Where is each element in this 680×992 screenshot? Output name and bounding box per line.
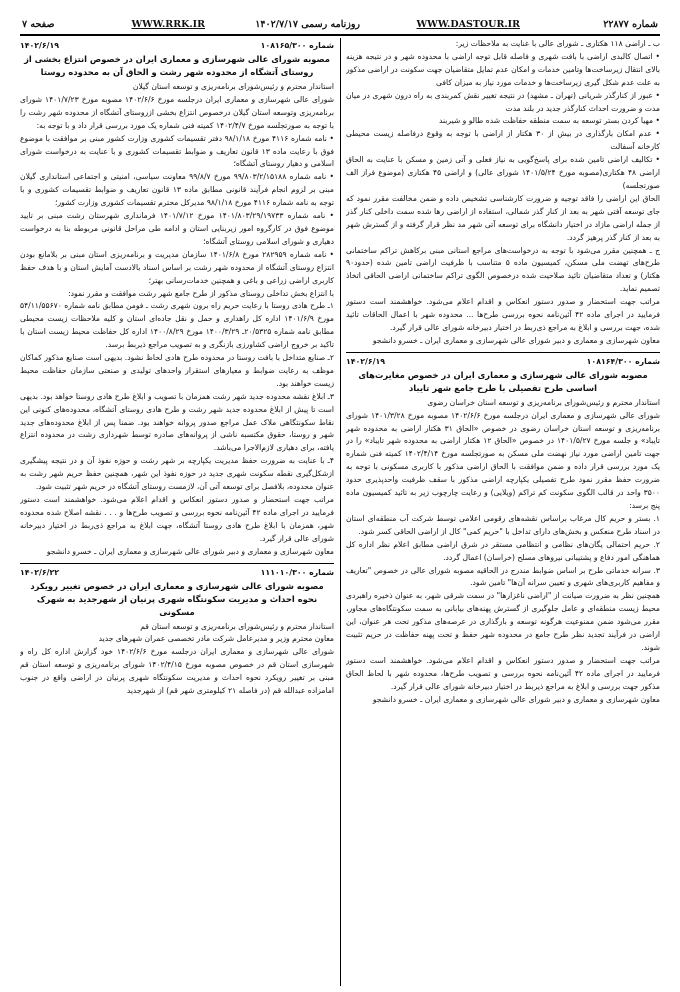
bullet: • نامه شماره ۹۹/۸۰۳/۲/۱۵۱۸۸ مورخ ۹۹/۸/۷ معاونت سیاسی، امنیتی و اجتماعی استانداری گیلان مبنی بر لزوم انجام فرآیند قانونی مطابق ماده ۱۳ قانون تعاریف و ضوابط تقسیمات کشوری و با توجه به نامه شماره ۴۱۱۶ مورخ ۹۸/۱/۱۸ مدیرکل محترم تقسیمات کشوری وزارت کشور؛ bbox=[20, 172, 334, 208]
section-b-intro: ب ـ اراضی ۱۱۸ هکتاری ـ شورای عالی با عنایت به ملاحظات زیر: bbox=[455, 39, 660, 48]
paragraph: ج ـ همچنین مقرر می‌شود با توجه به درخواست‌های مراجع استانی مبنی برکاهش تراکم ساختمانی طرح‌های تهضت ملی مسکن، کمیسیون ماده ۵ متناسب با ظرفیت اراضی تامین شده (حدود۹۰ هکتار) و تعداد متقاضیان تائید صلاحیت شده درخصوص الگوی تراکم ساختمانی اراضی الحاقی اتخاذ تصمیم نماید. bbox=[346, 245, 660, 294]
paragraph: الحاق این اراضی را فاقد توجیه و ضرورت کارشناسی تشخیص داده و ضمن مخالفت مقرر نمود که جای توسعه آفتی شهر به بعد از کنار گذر شمالی، استفاده از اراضی رها شده سمت داخلی کنار گذر از جمله اراضی مازاد در اختیار دانشگاه برای توسعه آتی شهر مد نظر قرار گرفته و از گسترش شهر به بعد از کنار گذر پرهیز گردد. bbox=[346, 193, 660, 242]
signature: معاون شهرسازی و معماری و دبیر شورای عالی شهرسازی و معماری ایران ـ خسرو دانشجو bbox=[372, 335, 660, 345]
reference-line bbox=[346, 356, 660, 368]
paragraph: همچنین نظر به ضرورت صیانت از "اراضی ناغزارها" در سمت شرقی شهر، به عنوان ذخیره راهبردی محیط زیست منطقه‌ای و عامل جلوگیری از گسترش پهنه‌های بیابانی به سمت سکونتگاه‌های مجاور، مقرر می‌شود ضمن ممنوعیت هرگونه توسعه و بارگذاری در عرصه‌های مذکور تحت هر عنوان، این اراضی در فرآیند تجدید نظر طرح جامع در محدوده شهر حفظ و تحت پهنه حفاظت در حریم تثبیت شوند. bbox=[346, 591, 660, 652]
reference-line bbox=[20, 567, 334, 579]
reference-number: شماره ۱۰۸۱۶۵/۳۰۰ bbox=[260, 41, 334, 50]
bullet: • عدم امکان بارگذاری در بیش از ۳۰ هکتار از اراضی با توجه به وقوع درفاصله زیست محیطی کارخانه آسفالت bbox=[346, 129, 660, 152]
list-item: ۲. حریم احتمالی یگان‌های نظامی و انتظامی مستقر در شرق اراضی مطابق اعلام نظر اداره کل هماهنگی امور دفاع و پشتیبانی نیروهای مسلح (خراسان) اعمال گردد. bbox=[346, 539, 660, 562]
left-column bbox=[20, 38, 334, 986]
column-divider bbox=[340, 38, 341, 986]
list-item: ۱. بستر و حریم کال مرغاب براساس نقشه‌های رقومی اعلامی توسط شرکت آب منطقه‌ای استان در اسناد طرح منعکس و بخش‌های دارای تداخل با "حریم کمی" کال از اراضی الحاقی کسر شود. bbox=[346, 513, 660, 536]
paragraph: مراتب جهت استحضار و صدور دستور انعکاس و اقدام اعلام می‌شود. خواهشمند است دستور فرمایید در اجرای ماده ۴۲ آئین‌نامه نحوه بررسی و تصویب طرح‌ها، محدوده شهر با لحاظ الحاق مذکور جهت بررسی و ابلاغ به مراجع ذیربط در اختیار دبیرخانه شورای عالی قرار گیرد. bbox=[346, 655, 660, 691]
paragraph: شورای عالی شهرسازی و معماری ایران درجلسه مورخ ۱۴۰۲/۶/۶ خود گزارش اداره کل راه و شهرسازی استان قم در خصوص مصوبه مورخ ۱۴۰۲/۴/۱۵ شورای برنامه‌ریزی و توسعه استان قم مبنی بر تغییر رویکرد نحوه احداث و مدیریت سکونتگاه شهری پرنیان در اراضی واقع در جنوب امامزاده عبدالله قم (در فاصله ۲۱ کیلومتری شهر قم) از شهرجدید bbox=[20, 647, 334, 696]
resolution-title: مصوبه شورای عالی شهرسازی و معماری ایران در خصوص انتزاع بخشی از روستای آتشگاه از محدوده شهر رشت و الحاق آن به محدوده روستا bbox=[24, 54, 330, 77]
resolution-title: مصوبه شورای عالی شهرسازی و معماری ایران در خصوص مغایرت‌های اساسی طرح تفصیلی با طرح جامع شهر تایباد bbox=[358, 369, 648, 393]
list-item: ۳. سرانه خدماتی طرح بر اساس ضوابط مندرج در الحاقیه مصوبه شورای عالی در خصوص "تعاریف و مفاهیم کاربری‌های شهری و تعیین سرانه آن‌ها" تامین شود. bbox=[346, 565, 660, 588]
list-item: ۳ـ ابلاغ نقشه محدوده جدید شهر رشت همزمان با تصویب و ابلاغ طرح هادی روستا خواهد بود. بدیهی است تا پیش از ابلاغ محدوده جدید شهر رشت و طرح هادی روستای آتشگاه، محدوده‌های کنونی این نقاط سکونتگاهی ملاک عمل مراجع صدور پروانه خواهند بود. ضمنا پس از ابلاغ محدوده‌های جدید شهر و روستا، حقوق مکتسبه ناشی از پروانه‌های صادره توسط شهرداری رشت در محدوده انتزاع یافته، برای دهیاری لازم‌الاجرا می‌باشد. bbox=[20, 391, 334, 453]
gazette-page bbox=[20, 8, 660, 986]
paragraph: شورای عالی شهرسازی و معماری ایران درجلسه مورخ ۱۴۰۲/۶/۶ مصوبه مورخ ۱۴۰۱/۷/۲۳ شورای برنامه‌ریزی وتوسعه استان گیلان درخصوص انتزاع بخشی ازروستای آتشگاه از محدوده شهر رشت را با توجه به صورتجلسه مورخ ۱۴۰۲/۴/۷ کمیته فنی شماره یک مورد بررسی قرار داد و با توجه به: bbox=[20, 94, 334, 130]
divider bbox=[20, 563, 334, 564]
reference-number: شماره ۱۰۸۱۶۴/۳۰۰ bbox=[586, 356, 660, 366]
paragraph: با انتزاع بخش تداخلی روستای مذکور از طرح جامع شهر رشت موافقت و مقرر نمود: bbox=[68, 288, 334, 298]
list-item: ۴ـ با عنایت به ضرورت حفظ مدیریت یکپارچه بر شهر رشت و حوزه نفوذ آن و در نتیجه پیشگیری ازشکل‌گیری نقطه سکونت شهری جدید در حوزه نفوذ این شهر، همچنین حفظ حریم شهر رشت به عنوان محدوده، بلافصل برای توسعه آتی آن، لازمست روستای آتشگاه در حریم شهر تثبیت شود. bbox=[20, 456, 334, 492]
bullet: • عبور از کنارگذر شریانی (تهران ـ مشهد) در نتیجه تغییر نقش کمربندی به راه درون شهری در میان مدت و ضرورت احداث کنارگذر جدید در بلند مدت bbox=[346, 90, 660, 113]
issue-number: شماره ۲۲۸۷۷ bbox=[603, 19, 658, 30]
rrk-link[interactable]: WWW.RRK.IR bbox=[131, 19, 205, 30]
bullet: • اتصال کالبدی اراضی با بافت شهری و فاصله قابل توجه اراضی با محدوده شهر و در نتیجه هزینه بالای انتقال زیرساخت‌ها وتامین خدمات و امکان عدم تمایل متقاضیان جهت سکونت در اراضی مذکور به علت عدم شکل گیری زیرساخت‌ها و خدمات مورد نیاز به میزان کافی bbox=[346, 51, 660, 87]
page-header bbox=[20, 8, 660, 36]
divider bbox=[346, 352, 660, 353]
page-number: صفحه ۷ bbox=[22, 19, 55, 30]
gazette-date: روزنامه رسمی ۱۴۰۲/۷/۱۷ bbox=[255, 19, 360, 30]
reference-date: ۱۴۰۲/۶/۲۲ bbox=[20, 567, 60, 577]
dastour-link[interactable]: WWW.DASTOUR.IR bbox=[416, 19, 520, 30]
bullet: • نامه شماره ۲۸۲۹۵۹ مورخ ۱۴۰۱/۶/۸ سازمان مدیریت و برنامه‌ریزی استان مبنی بر بلامانع بودن انتزاع روستای آتشگاه از محدوده شهر رشت بر اساس اسناد بالادست آمایش استان و با هدف حفظ کاربری اراضی زراعی و باغی و همچنین خدمات‌رسانی بهتر؛ bbox=[20, 249, 334, 285]
reference-number: شماره ۱۱۱۰۱۰/۳۰۰ bbox=[260, 567, 334, 577]
list-item: ۲ـ صنایع متداخل با بافت روستا در محدوده طرح هادی لحاظ نشود. بدیهی است صنایع مذکور کماکان موظف به رعایت ضوابط و معیارهای استقرار واحدهای تولیدی و صنعتی سازمان حفاظت محیط زیست خواهند بود. bbox=[20, 353, 334, 388]
list-item: ۱ـ طرح هادی روستا با رعایت حریم راه برون شهری رشت ـ فومن مطابق نامه شماره ۵۴/۱۱/۵۵۶۷۰ مورخ ۱۴۰۱/۶/۹ اداره کل راهداری و حمل و نقل جاده‌ای استان و کلیه ملاحظات زیست محیطی مطابق نامه شماره ۲۰/۵۳۲۵ـ ۱۴۰۰/۳/۲۹ مورخ ۱۴۰۰/۸/۲۹ اداره کل حفاظت محیط زیست استان با تاکید بر خروج اراضی کشاورزی بازنگری و به تصویب مراجع ذیربط برسد. bbox=[20, 301, 334, 350]
bullet: • نامه شماره ۱۴۰۱/۸۰۳/۲۹/۱۹۷۳۳ مورخ ۱۴۰۱/۷/۱۲ فرمانداری شهرستان رشت مبنی بر تایید موضوع فوق در کارگروه امور زیربنایی استان و ادامه طی مراحل قانونی مربوطه بنا به درخواست دهیاری و شورای اسلامی روستای آتشگاه؛ bbox=[20, 211, 334, 246]
reference-line bbox=[20, 40, 334, 52]
signature: معاون شهرسازی و معماری و دبیر شورای عالی شهرسازی و معماری ایران ـ خسرو دانشجو bbox=[372, 694, 660, 704]
resolution-title: مصوبه شورای عالی شهرسازی و معماری ایران در خصوص تغییر رویکرد نحوه احداث و مدیریت سکونتگاه شهری پرنیان از شهرجدید به شهرک مسکونی bbox=[30, 580, 324, 617]
paragraph: شورای عالی شهرسازی و معماری ایران درجلسه مورخ ۱۴۰۲/۶/۶ مصوبه مورخ ۱۴۰۱/۳/۲۸ شورای برنامه‌ریزی و توسعه استان خراسان رضوی در خصوص «الحاق ۳۱ هکتار اراضی به محدوده شهر تایباد» و جلسه مورخ ۱۴۰۱/۵/۲۷ در خصوص «الحاق ۱۲ هکتار اراضی به محدوده شهر تایباد» را در جهت تامین اراضی مورد نیاز نهضت ملی مسکن به صورتجلسه مورخ ۱۴۰۲/۴/۱۴ کمیته فنی شماره یک مورد بررسی قرار داده و ضمن موافقت با الحاق اراضی مذکور با کاربری مسکونی با توجه به ضرورت حفظ مقرر نمود طرح تفصیلی یکپارچه اراضی مذکور با سقف ظرفیت واحدپذیری حدود ۳۵۰۰ واحد در قالب الگوی سکونت کم تراکم (ویلایی) و رعایت چارچوب زیر به تائید کمیسیون ماده پنج برسد: bbox=[346, 410, 660, 510]
right-column bbox=[346, 38, 660, 986]
addressee: استاندار محترم و رئیس‌شورای برنامه‌ریزی و توسعه استان گیلان bbox=[132, 82, 334, 91]
addressee: استاندار محترم و رئیس‌شورای برنامه‌ریزی و توسعه استان خراسان رضوی bbox=[427, 397, 660, 407]
bullet: • تکالیف اراضی تامین شده برای پاسخ‌گویی به نیاز فعلی و آتی زمین و مسکن با عنایت به الحاق اراضی ۴۸ هکتاری(مصوبه مورخ ۱۴۰۱/۵/۲۴ شورای عالی) و اراضی ۴۵ هکتاری (موضوع فراز الف صورتجلسه) bbox=[346, 155, 660, 190]
paragraph: مراتب جهت استحضار و صدور دستور انعکاس و اقدام اعلام می‌شود. خواهشمند است دستور فرمایید در اجرای ماده ۴۲ آئین‌نامه نحوه بررسی طرح‌ها ... محدوده شهر با اعمال الحاقات تائید شده، جهت بررسی و ابلاغ به مراجع ذی‌ربط در اختیار دبیرخانه شورای عالی قرار گیرد. bbox=[346, 297, 660, 332]
paragraph: مراتب جهت استحضار و صدور دستور انعکاس و اقدام اعلام می‌شود. خواهشمند است دستور فرمایید در اجرای ماده ۴۲ آئین‌نامه نحوه بررسی و تصویب طرح‌ها و . . . نقشه اصلاح شده محدوده شهر، همزمان با ابلاغ طرح هادی روستا آتشگاه، جهت ابلاغ به مراجع ذی‌ربط در اختیار دبیرخانه شورای عالی قرار گیرد. bbox=[20, 495, 334, 543]
bullet: • نامه شماره ۴۱۱۶ مورخ ۹۸/۱/۱۸ دفتر تقسیمات کشوری وزارت کشور مبنی بر موافقت با موضوع فوق با رعایت ماده ۱۳ قانون تعاریف و ضوابط تقسیمات کشوری و با عنایت به درخواست شورای اسلامی و دهیار روستای آتشگاه؛ bbox=[20, 133, 334, 169]
addressee: معاون محترم وزیر و مدیرعامل شرکت مادر تخصصی عمران شهرهای جدید bbox=[98, 634, 334, 644]
reference-date: ۱۴۰۲/۶/۱۹ bbox=[346, 356, 386, 366]
signature: معاون شهرسازی و معماری و دبیر شورای عالی شهرسازی و معماری ایران ـ خسرو دانشجو bbox=[46, 546, 334, 556]
bullet: • مهیا کردن بستر توسعه به سمت منطقه حفاظت شده طالو و شیربند bbox=[439, 116, 660, 126]
reference-date: ۱۴۰۲/۶/۱۹ bbox=[20, 41, 60, 50]
addressee: استاندار محترم و رئیس‌شورای برنامه‌ریزی و توسعه استان قم bbox=[140, 621, 334, 631]
